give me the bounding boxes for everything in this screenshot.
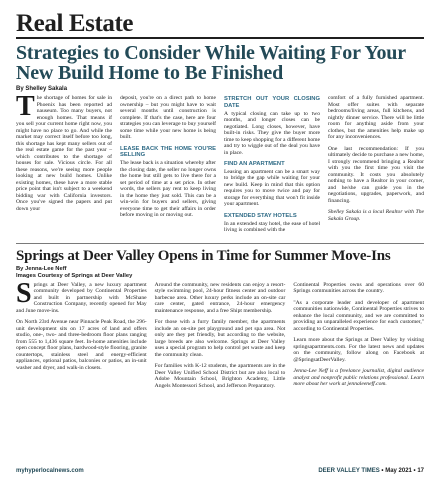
article2-columns (16, 277, 425, 395)
article1-col3-p2: Leasing an apartment can be a smart way to bridge the gap while waiting for your new build. Keep in mind that this option requires you to move twice and pay for storage for everything that won't fit inside your apartment. (224, 168, 320, 208)
article2-col2 (155, 282, 286, 395)
footer-publication (318, 468, 424, 474)
article1-dropcap: T (16, 91, 35, 122)
article2-bylines (16, 266, 424, 280)
article1-col3-p1: A typical closing can take up to two months, and longer closes can be negotiated. Long closes, however, have built-in risks. They give the buyer more time to keep shopping for a different home and try to wiggle out of the deal you have in place. (224, 110, 320, 156)
article1-col3 (224, 95, 320, 239)
article2-col3-p3: Learn more about the Springs at Deer Valley by visiting springsapartments.com. For the latest news and updates on the community, follow along on Facebook at @SpringsatDeerValley. (293, 337, 425, 363)
footer-publication-name: DEER VALLEY TIMES (318, 468, 380, 474)
article1-col1-text: he shortage of homes for sale in Phoenix has been reported ad nauseum. Too many buyers, not enough homes. That means if you sell your current home right now, you might have no place to go. And while the market may correct itself before too long, this shortage has kept many sellers out of the real estate game for the past year – which contributes to the shortage of houses for sale. Vicious circle. For all these reasons, we're seeing more people looking at new build homes. Unlike existing homes, these have a more stable price point that isn't subject to a weekend bidding war with California investors. Once you've signed the papers and put down your (16, 95, 112, 212)
article1-col2 (120, 95, 216, 239)
article-divider (16, 243, 424, 244)
article2-col3 (293, 282, 424, 395)
article2-byline: By Jenna-Lee Neff (16, 265, 67, 272)
article2-dropcap: S (16, 277, 32, 309)
section-rule (16, 37, 424, 39)
article2-col2-p3: For families with K-12 students, the apartments are in the Deer Valley Unified School District but are also local to Adobe Mountain School, Brighton Academy, Little Angels Montessori School, and Jefferson Preparatory. (154, 363, 286, 389)
section-title: Real Estate (16, 10, 134, 37)
article1-col2-p2: The lease back is a situation whereby after the closing date, the seller no longer owns the home but still gets to live there for a set period of time at a set price. In other words, the sellers pay rent to keep living in the home they just sold. This can be a win-win for buyers and sellers, giving everyone time to get their affairs in order before moving in or moving out. (120, 160, 216, 219)
article1-subhead-hotels: EXTENDED STAY HOTELS (224, 212, 297, 219)
article2-col3-p1: Continental Properties owns and operations over 60 Springs communities across the country. (293, 281, 425, 295)
article1-col4 (328, 95, 424, 239)
article1-byline: By Shelley Sakala (16, 86, 68, 92)
article2-author-bio: Jenna-Lee Neff is a freelance journalist, digital audience analyst and nonprofit public relations professional. Learn more about her work at jennaleeneff.com. (293, 368, 425, 388)
article2-col3-p2: "As a corporate leader and developer of apartment communities nationwide, Continental Properties strives to enhance the local community, and we are committed to providing an unparalleled experience for each customer," according to Continental Properties. (293, 299, 425, 332)
article2-col2-p1: Around the community, new residents can enjoy a resort-style swimming pool, 24-hour fitness center and outdoor barbecue area. Other luxury perks include an on-site car care center, gated entrance, 24-hour emergency maintenance response, and a free Shipt membership. (154, 281, 286, 314)
article1-subhead-lease: LEASE BACK THE HOME YOU'RE SELLING (120, 145, 216, 159)
article1-subhead-closing: STRETCH OUT YOUR CLOSING DATE (224, 96, 320, 109)
article2-col1 (16, 277, 147, 395)
article2-col1-p2: On North 23rd Avenue near Pinnacle Peak Road, the 296-unit development sits on 17 acres of land and offers studio, one-, two- and three-bedroom floor plans ranging from 555 to 1,436 square feet. In-home amenities include open concept floor plans, hardwood-style flooring, granite countertops, stainless steel and energy-efficient appliances, optional patios, balconies or patios, an in-unit washer and dryer, and walk-in closets. (16, 319, 147, 371)
article2-image-credit: Images Courtesy of Springs at Deer Valley (16, 272, 133, 279)
article1-headline: Strategies to Consider While Waiting For Your New Build Home to Be Finished (16, 42, 406, 84)
footer-website: myhyperlocalnews.com (16, 468, 84, 474)
article1-author-bio: Shelley Sakala is a local Realtor with The Sakala Group. (328, 209, 424, 222)
article1-col3-p3: In an extended stay hotel, the ease of hotel living is combined with the (224, 220, 320, 234)
article1-col2-p1: deposit, you're on a direct path to home ownership – but you might have to wait several months until construction is complete. If that's the case, here are four strategies you can leverage to buy yourself some time while your new home is being built. (120, 95, 216, 140)
article1-columns (16, 91, 424, 239)
page-footer (16, 466, 424, 476)
article1-subhead-apartment: FIND AN APARTMENT (224, 161, 285, 168)
article2-headline: Springs at Deer Valley Opens in Time for Summer Move-Ins (16, 247, 391, 264)
article2-col1-p1: prings at Deer Valley, a new luxury apartment community developed by Continental Properties and built in partnership with McShane Construction Company, recently opened for May and June move-ins. (16, 281, 147, 314)
article1-col4-p1: comfort of a fully furnished apartment. Most offer suites with separate bedrooms/living areas, full kitchens, and nightly dinner service. There will be little room for anything aside from your clothes, but the amenities help make up for any inconveniences. (328, 95, 424, 140)
footer-issue-page: • May 2021 • 17 (379, 468, 424, 474)
article1-col4-p2: One last recommendation: If you ultimately decide to purchase a new home, I strongly recommend bringing a Realtor with you the first time you visit the community. It costs you absolutely nothing to have a Realtor in your corner, and he/she can guide you in the negotiations, upgrades, paperwork, and financing. (328, 145, 424, 204)
article1-col1 (16, 91, 112, 239)
article2-col2-p2: For those with a furry family member, the apartments include an on-site pet playground and pet spa area. Not only are they pet friendly, but according to the website, large breeds are also welcome. Springs at Deer Valley uses a special program to help control pet waste and keep the community clean. (154, 319, 286, 358)
